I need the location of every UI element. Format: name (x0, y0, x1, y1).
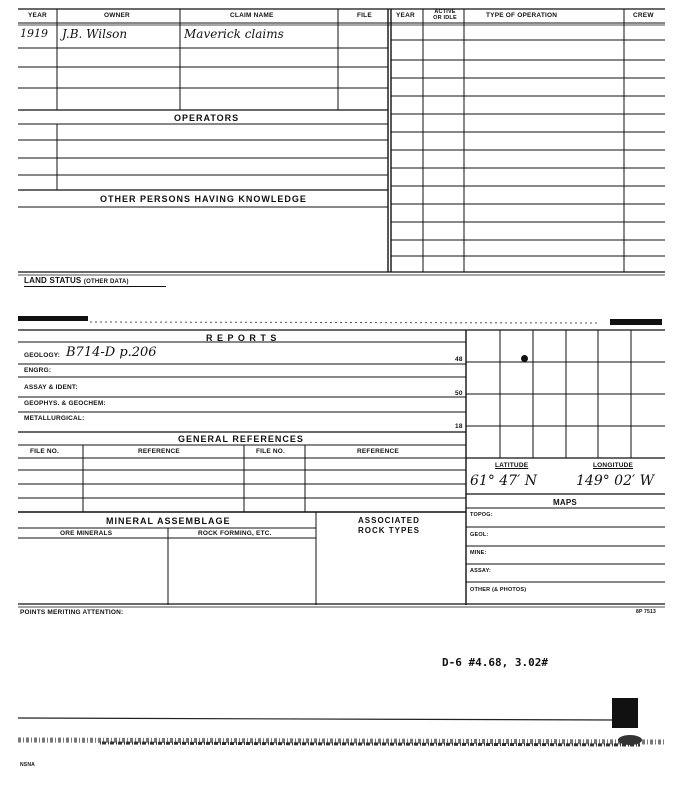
mineral-assemblage-title: MINERAL ASSEMBLAGE (106, 516, 231, 526)
maps-topog: TOPOG: (470, 512, 493, 518)
maps-geol: GEOL: (470, 532, 489, 538)
geology-label: GEOLOGY: (24, 352, 61, 359)
file-header: FILE (357, 12, 372, 19)
ore-minerals-header: ORE MINERALS (60, 530, 113, 537)
maps-mine: MINE: (470, 550, 487, 556)
assay-num: 50 (455, 390, 463, 397)
reference-header-1: REFERENCE (138, 448, 180, 455)
geophys-label: GEOPHYS. & GEOCHEM: (24, 400, 106, 407)
operators-title: OPERATORS (174, 113, 240, 123)
file-no-header-2: FILE NO. (256, 448, 286, 455)
entry-owner: J.B. Wilson (62, 27, 128, 41)
maps-other: OTHER (& PHOTOS) (470, 587, 527, 593)
reference-header-2: REFERENCE (357, 448, 399, 455)
year-header: YEAR (28, 12, 47, 19)
longitude-value: 149° 02′ W (576, 473, 655, 489)
metallurgical-label: METALLURGICAL: (24, 415, 85, 422)
latitude-value: 61° 47′ N (470, 473, 537, 489)
form-number: 8P 7513 (636, 609, 656, 615)
associated-header: ASSOCIATED (358, 516, 420, 525)
active-idle-header: ACTIVE OR IDLE (433, 9, 457, 21)
rock-forming-header: ROCK FORMING, ETC. (198, 530, 272, 537)
latitude-label: LATITUDE (495, 462, 529, 469)
file-no-header-1: FILE NO. (30, 448, 60, 455)
owner-header: OWNER (104, 12, 130, 19)
crew-header: CREW (633, 12, 654, 19)
general-references-title: GENERAL REFERENCES (178, 434, 304, 444)
entry-claim-name: Maverick claims (184, 27, 284, 41)
entry-year: 1919 (20, 27, 48, 40)
maps-title: MAPS (553, 498, 577, 507)
claim-name-header: CLAIM NAME (230, 12, 274, 19)
other-persons-title: OTHER PERSONS HAVING KNOWLEDGE (100, 194, 307, 204)
year-op-header: YEAR (396, 12, 415, 19)
rock-types-header: ROCK TYPES (358, 526, 421, 535)
points-meriting-attention: POINTS MERITING ATTENTION: (20, 609, 124, 616)
corner-mark: NSNA (20, 762, 35, 768)
maps-assay: ASSAY: (470, 568, 492, 574)
geology-num: 48 (455, 356, 463, 363)
land-status-label: LAND STATUS (OTHER DATA) (24, 276, 129, 285)
metallurgical-num: 18 (455, 423, 463, 430)
geology-value: B714-D p.206 (66, 345, 157, 360)
reports-title: R E P O R T S (206, 333, 278, 343)
scan-artifacts (18, 316, 665, 745)
engrg-label: ENGRG: (24, 367, 52, 374)
type-of-operation-header: TYPE OF OPERATION (486, 12, 558, 19)
land-status-underline (24, 286, 166, 287)
longitude-label: LONGITUDE (593, 462, 634, 469)
typed-note: D-6 #4.68, 3.02# (442, 656, 548, 669)
location-dot (521, 355, 528, 362)
assay-label: ASSAY & IDENT: (24, 384, 78, 391)
